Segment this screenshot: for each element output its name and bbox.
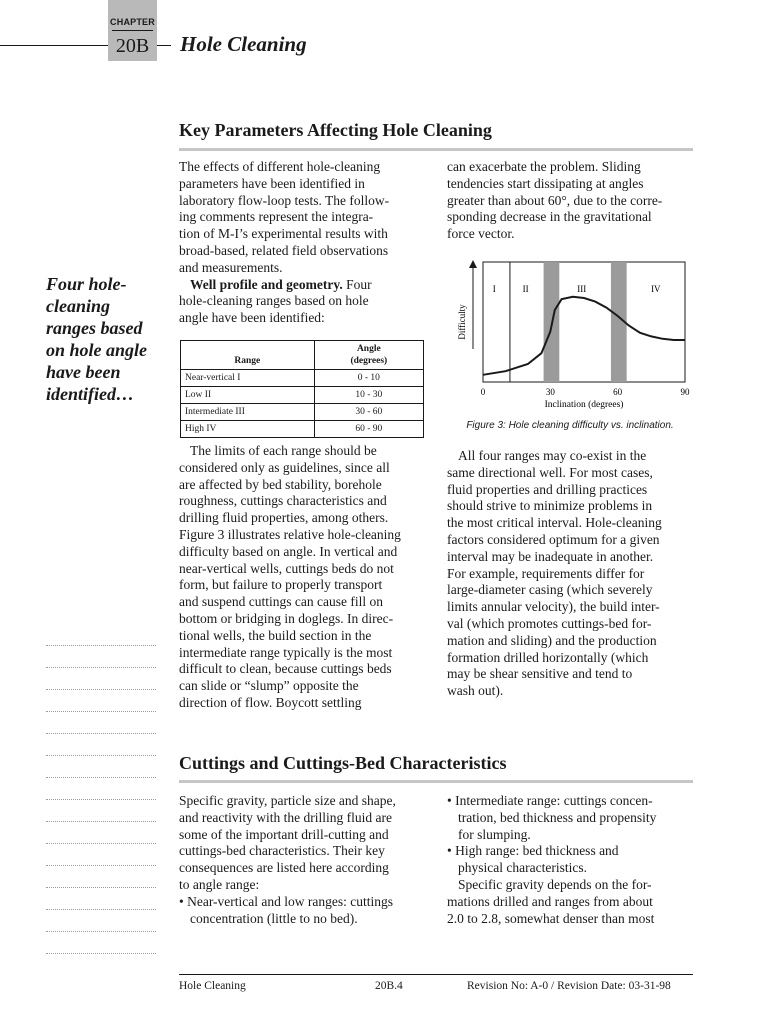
chapter-number: 20B	[115, 35, 150, 57]
margin-dotted-line	[46, 711, 156, 712]
margin-dotted-line	[46, 667, 156, 668]
text-line: and suspend cuttings can cause fill on	[179, 594, 383, 610]
left-column-intro	[179, 159, 429, 327]
text-line: parameters have been identified in	[179, 175, 365, 191]
table-header-range: Range	[181, 341, 315, 370]
range-cell: High IV	[181, 421, 315, 438]
angle-cell: 10 - 30	[314, 387, 423, 404]
chapter-tab	[108, 0, 157, 61]
text-line: on hole angle	[46, 340, 148, 360]
text-line: ing comments represent the integra-	[179, 209, 374, 225]
text-line: can exacerbate the problem. Sliding	[447, 159, 641, 174]
margin-dotted-line	[46, 799, 156, 800]
x-tick-label: 60	[613, 387, 623, 397]
range-label-II: II	[522, 284, 529, 294]
text-line: greater than about 60°, due to the corre-	[447, 192, 663, 208]
text-line: angle have been identified:	[179, 310, 325, 326]
table-header-row	[181, 341, 424, 370]
left-column-limits	[179, 443, 429, 712]
section2-right-column	[447, 793, 697, 927]
footer-rule	[179, 974, 693, 975]
header-rule-right	[157, 45, 171, 46]
text-line: laboratory flow-loop tests. The follow-	[179, 192, 390, 208]
text-line: tional wells, the build section in the	[179, 627, 372, 643]
section2-left-column	[179, 793, 434, 927]
text-line: hole-cleaning ranges based on hole	[179, 293, 369, 309]
figure-caption: Figure 3: Hole cleaning difficulty vs. inclination.	[466, 420, 674, 431]
table-header-angle-line1: Angle	[356, 344, 381, 354]
intro-paragraph	[179, 159, 429, 277]
text-line: sponding decrease in the gravitational	[447, 209, 652, 225]
margin-sidenote	[46, 273, 166, 405]
text-line: Four hole-	[46, 274, 127, 294]
x-tick-label: 30	[545, 387, 555, 397]
text-line: form, but failure to properly transport	[179, 577, 383, 593]
section-heading-cuttings: Cuttings and Cuttings-Bed Characteristics	[179, 753, 507, 773]
text-line: • High range: bed thickness and	[447, 843, 619, 859]
table-row	[181, 370, 424, 387]
sliding-paragraph	[447, 159, 697, 243]
margin-dotted-line	[46, 931, 156, 932]
text-line: • Intermediate range: cuttings concen-	[447, 793, 653, 808]
right-column-coexist	[447, 448, 697, 700]
chart-frame	[483, 262, 685, 382]
margin-dotted-line	[46, 755, 156, 756]
margin-dotted-line	[46, 887, 156, 888]
text-line: and reactivity with the drilling fluid are	[179, 809, 392, 825]
text-line: For example, requirements differ for	[447, 565, 645, 581]
text-line: All four ranges may co-exist in the	[458, 448, 647, 463]
text-line: for slumping.	[458, 826, 531, 842]
text-line: tendencies start dissipating at angles	[447, 175, 644, 191]
text-line: Four	[342, 276, 372, 292]
text-line: the most critical interval. Hole-cleaning	[447, 515, 662, 531]
angle-ranges-table	[180, 340, 424, 438]
text-line: should strive to minimize problems in	[447, 498, 653, 514]
margin-dotted-line	[46, 733, 156, 734]
text-line: The effects of different hole-cleaning	[179, 159, 381, 174]
text-line: considered only as guidelines, since all	[179, 459, 390, 475]
margin-dotted-line	[46, 821, 156, 822]
text-line: difficult to clean, because cuttings beds	[179, 661, 392, 677]
text-line: and measurements.	[179, 259, 283, 275]
text-line: large-diameter casing (which severely	[447, 582, 653, 598]
coexist-paragraph	[447, 448, 697, 700]
difficulty-chart	[440, 252, 700, 412]
section-heading-key-parameters: Key Parameters Affecting Hole Cleaning	[179, 120, 492, 140]
bullet-high	[447, 843, 697, 877]
text-line: to angle range:	[179, 876, 260, 892]
text-line: are affected by bed stability, borehole	[179, 476, 382, 492]
range-label-III: III	[577, 284, 587, 294]
right-column-top	[447, 159, 697, 243]
text-line: physical characteristics.	[458, 860, 587, 876]
range-cell: Intermediate III	[181, 404, 315, 421]
margin-dotted-line	[46, 777, 156, 778]
margin-dotted-line	[46, 689, 156, 690]
text-line: limits annular velocity), the build inter-	[447, 599, 660, 615]
footer-page-number: 20B.4	[375, 980, 403, 992]
limits-paragraph	[179, 443, 429, 712]
text-line: interval may be inadequate in another.	[447, 548, 654, 564]
text-line: The limits of each range should be	[190, 443, 377, 458]
well-profile-lead: Well profile and geometry.	[190, 276, 343, 292]
table-row	[181, 387, 424, 404]
text-line: • Near-vertical and low ranges: cuttings	[179, 893, 394, 909]
text-line: formation drilled horizontally (which	[447, 649, 649, 665]
text-line: Specific gravity, particle size and shape,	[179, 793, 396, 808]
section2-heading-rule	[179, 780, 693, 783]
text-line: intermediate range typically is the most	[179, 644, 393, 660]
difficulty-curve	[483, 297, 685, 375]
chapter-label: CHAPTER	[110, 17, 155, 27]
range-cell: Near-vertical I	[181, 370, 315, 387]
chapter-title: Hole Cleaning	[180, 32, 307, 56]
text-line: drilling fluid properties, among others.	[179, 510, 389, 526]
x-tick-label: 0	[480, 387, 486, 397]
text-line: same directional well. For most cases,	[447, 464, 653, 480]
text-line: direction of flow. Boycott settling	[179, 694, 362, 710]
text-line: tion of M-I’s experimental results with	[179, 226, 388, 242]
angle-cell: 60 - 90	[314, 421, 423, 438]
table-header-angle-line2: (degrees)	[350, 356, 388, 366]
header-rule-left	[0, 45, 108, 46]
text-line: ranges based	[46, 318, 143, 338]
text-line: bottom or bridging in doglegs. In direc-	[179, 610, 394, 626]
text-line: force vector.	[447, 226, 515, 242]
text-line: near-vertical wells, cuttings beds do not	[179, 560, 394, 576]
bullet-near-vertical	[179, 894, 434, 928]
chapter-tab-rule	[112, 30, 153, 31]
cuttings-intro-paragraph	[179, 793, 434, 894]
range-cell: Low II	[181, 387, 315, 404]
text-line: mations drilled and ranges from about	[447, 893, 653, 909]
text-line: wash out).	[447, 683, 504, 699]
specific-gravity-paragraph	[447, 877, 697, 927]
text-line: 2.0 to 2.8, somewhat denser than most	[447, 910, 655, 926]
table-header-angle	[314, 341, 423, 370]
well-profile-paragraph	[179, 277, 429, 327]
text-line: Figure 3 illustrates relative hole-cleaning	[179, 526, 401, 542]
text-line: cleaning	[46, 296, 111, 316]
text-line: broad-based, related field observations	[179, 242, 389, 258]
y-axis-arrowhead	[469, 260, 477, 268]
bullet-intermediate	[447, 793, 697, 843]
text-line: some of the important drill-cutting and	[179, 826, 389, 842]
text-line: consequences are listed here according	[179, 860, 389, 876]
angle-cell: 0 - 10	[314, 370, 423, 387]
margin-dotted-line	[46, 843, 156, 844]
angle-cell: 30 - 60	[314, 404, 423, 421]
range-label-I: I	[492, 284, 496, 294]
x-axis-label: Inclination (degrees)	[544, 400, 624, 410]
footer-revision: Revision No: A-0 / Revision Date: 03-31-98	[467, 980, 671, 992]
table-row	[181, 404, 424, 421]
text-line: val (which promotes cuttings-bed for-	[447, 615, 652, 631]
text-line: cuttings-bed characteristics. Their key	[179, 843, 385, 859]
range-label-IV: IV	[651, 284, 661, 294]
text-line: have been	[46, 362, 121, 382]
text-line: identified…	[46, 384, 134, 404]
margin-dotted-line	[46, 909, 156, 910]
text-line: mation and sliding) and the production	[447, 632, 657, 648]
text-line: may be shear sensitive and tend to	[447, 666, 633, 682]
text-line: concentration (little to no bed).	[190, 910, 358, 926]
table-row	[181, 421, 424, 438]
text-line: can slide or “slump” opposite the	[179, 678, 359, 694]
margin-dotted-line	[46, 645, 156, 646]
margin-dotted-line	[46, 865, 156, 866]
text-line: Specific gravity depends on the for-	[458, 876, 652, 892]
footer-section-name: Hole Cleaning	[179, 980, 246, 992]
y-axis-label: Difficulty	[457, 304, 467, 340]
x-tick-label: 90	[680, 387, 690, 397]
text-line: difficulty based on angle. In vertical and	[179, 543, 398, 559]
text-line: factors considered optimum for a given	[447, 531, 660, 547]
text-line: tration, bed thickness and propensity	[458, 809, 657, 825]
section-heading-rule	[179, 148, 693, 151]
margin-dotted-line	[46, 953, 156, 954]
text-line: fluid properties and drilling practices	[447, 481, 648, 497]
text-line: roughness, cuttings characteristics and	[179, 493, 387, 509]
